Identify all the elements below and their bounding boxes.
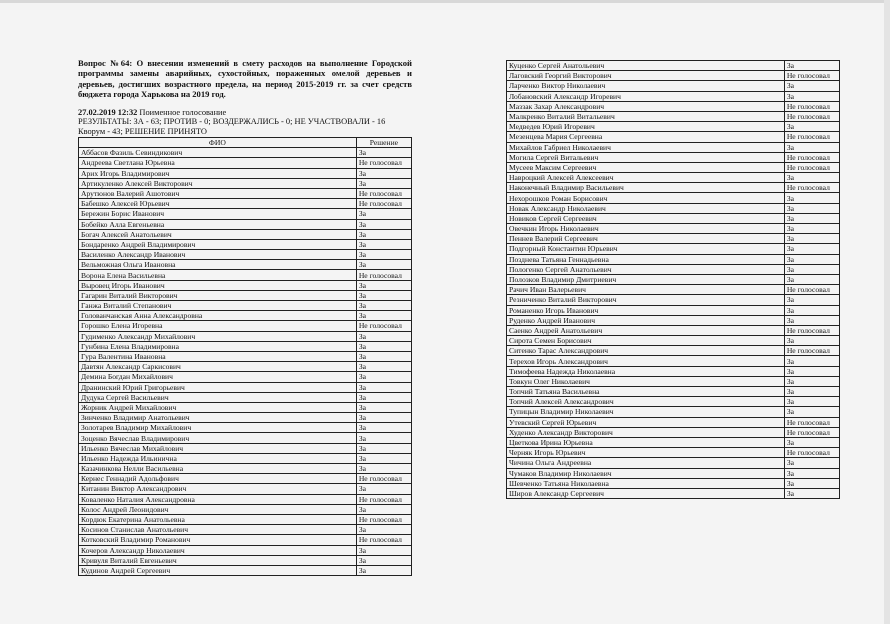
deputy-name: Андреева Светлана Юрьевна bbox=[79, 158, 357, 168]
table-row bbox=[507, 244, 840, 254]
table-row bbox=[79, 413, 412, 423]
table-row bbox=[79, 555, 412, 565]
deputy-name: Чичина Ольга Андреевна bbox=[507, 458, 785, 468]
table-row bbox=[507, 295, 840, 305]
vote-decision: За bbox=[356, 209, 411, 219]
deputy-name: Кернес Геннадий Адольфович bbox=[79, 474, 357, 484]
table-row bbox=[507, 132, 840, 142]
vote-decision: За bbox=[356, 239, 411, 249]
table-row bbox=[507, 213, 840, 223]
table-row bbox=[79, 301, 412, 311]
vote-decision: За bbox=[784, 376, 839, 386]
deputy-name: Казачинкова Нелли Васильевна bbox=[79, 464, 357, 474]
vote-decision: За bbox=[356, 250, 411, 260]
table-row bbox=[507, 193, 840, 203]
vote-decision: Не голосовал bbox=[784, 101, 839, 111]
table-row bbox=[507, 336, 840, 346]
table-row bbox=[507, 71, 840, 81]
table-row bbox=[507, 101, 840, 111]
vote-decision: За bbox=[784, 142, 839, 152]
table-row bbox=[507, 234, 840, 244]
table-row bbox=[79, 545, 412, 555]
vote-decision: За bbox=[784, 213, 839, 223]
table-row bbox=[79, 525, 412, 535]
deputy-name: Цветкова Ирина Юрьевна bbox=[507, 437, 785, 447]
table-row bbox=[79, 199, 412, 209]
vote-decision: Не голосовал bbox=[784, 132, 839, 142]
table-row bbox=[507, 91, 840, 101]
deputy-name: Золотарев Владимир Михайлович bbox=[79, 423, 357, 433]
vote-decision: За bbox=[356, 545, 411, 555]
vote-decision: За bbox=[356, 311, 411, 321]
deputy-name: Гура Валентина Ивановна bbox=[79, 351, 357, 361]
vote-decision: За bbox=[784, 488, 839, 498]
vote-decision: Не голосовал bbox=[356, 535, 411, 545]
table-row bbox=[507, 366, 840, 376]
table-row bbox=[79, 260, 412, 270]
deputy-name: Ганжа Виталий Степанович bbox=[79, 301, 357, 311]
table-row bbox=[507, 356, 840, 366]
deputy-name: Чумаков Владимир Николаевич bbox=[507, 468, 785, 478]
vote-decision: За bbox=[356, 148, 411, 158]
table-row bbox=[79, 474, 412, 484]
vote-decision: За bbox=[356, 351, 411, 361]
vote-decision: За bbox=[784, 468, 839, 478]
table-row bbox=[79, 168, 412, 178]
vote-decision: За bbox=[784, 356, 839, 366]
deputy-name: Кордюк Екатерина Анатольевна bbox=[79, 514, 357, 524]
vote-decision: Не голосовал bbox=[784, 417, 839, 427]
deputy-name: Бобейко Алла Евгеньевна bbox=[79, 219, 357, 229]
deputy-name: Вельможная Ольга Ивановна bbox=[79, 260, 357, 270]
deputy-name: Мусеев Максим Сергеевич bbox=[507, 162, 785, 172]
vote-type: Поименное голосование bbox=[139, 108, 227, 117]
deputy-name: Мезенцева Мария Сергеевна bbox=[507, 132, 785, 142]
table-row bbox=[507, 407, 840, 417]
vote-decision: Не голосовал bbox=[356, 321, 411, 331]
deputy-name: Китанин Виктор Александрович bbox=[79, 484, 357, 494]
deputy-name: Гудименко Александр Михайлович bbox=[79, 331, 357, 341]
deputy-name: Сирота Семен Борисович bbox=[507, 336, 785, 346]
table-row bbox=[79, 148, 412, 158]
table-row bbox=[79, 565, 412, 575]
table-row bbox=[79, 535, 412, 545]
table-row bbox=[79, 311, 412, 321]
vote-decision: За bbox=[784, 81, 839, 91]
vote-decision: За bbox=[356, 433, 411, 443]
vote-decision: За bbox=[356, 229, 411, 239]
deputy-name: Бабешко Алексей Юрьевич bbox=[79, 199, 357, 209]
vote-decision: За bbox=[356, 565, 411, 575]
vote-decision: За bbox=[356, 290, 411, 300]
table-row bbox=[79, 382, 412, 392]
deputy-name: Руденко Андрей Иванович bbox=[507, 315, 785, 325]
vote-decision: За bbox=[784, 224, 839, 234]
vote-decision: За bbox=[356, 443, 411, 453]
table-row bbox=[507, 427, 840, 437]
deputy-name: Гунбина Елена Владимировна bbox=[79, 341, 357, 351]
table-row bbox=[507, 285, 840, 295]
vote-decision: За bbox=[784, 91, 839, 101]
vote-decision: За bbox=[356, 168, 411, 178]
deputy-name: Лобановский Александр Игоревич bbox=[507, 91, 785, 101]
deputy-name: Выровец Игорь Иванович bbox=[79, 280, 357, 290]
table-row bbox=[507, 315, 840, 325]
vote-decision: За bbox=[356, 280, 411, 290]
vote-decision: Не голосовал bbox=[784, 285, 839, 295]
deputy-name: Пологенко Сергей Анатольевич bbox=[507, 264, 785, 274]
deputy-name: Давтян Александр Саркисович bbox=[79, 362, 357, 372]
vote-decision: Не голосовал bbox=[784, 346, 839, 356]
table-row bbox=[79, 494, 412, 504]
table-row bbox=[507, 122, 840, 132]
table-row bbox=[507, 173, 840, 183]
table-row bbox=[507, 152, 840, 162]
vote-decision: Не голосовал bbox=[356, 188, 411, 198]
vote-decision: За bbox=[356, 362, 411, 372]
vote-decision: За bbox=[356, 219, 411, 229]
deputy-name: Медведев Юрий Игоревич bbox=[507, 122, 785, 132]
vote-decision: Не голосовал bbox=[784, 183, 839, 193]
table-row bbox=[79, 392, 412, 402]
vote-quorum: Кворум - 43; РЕШЕНИЕ ПРИНЯТО bbox=[78, 126, 207, 136]
deputy-name: Овечкин Игорь Николаевич bbox=[507, 224, 785, 234]
table-row bbox=[507, 478, 840, 488]
table-row bbox=[507, 488, 840, 498]
deputy-name: Ильенко Надежда Ильинична bbox=[79, 453, 357, 463]
table-row bbox=[79, 158, 412, 168]
vote-decision: Не голосовал bbox=[356, 158, 411, 168]
deputy-name: Василенко Александр Иванович bbox=[79, 250, 357, 260]
vote-decision: За bbox=[356, 413, 411, 423]
deputy-name: Голованчанская Анна Александровна bbox=[79, 311, 357, 321]
deputy-name: Могила Сергей Витальевич bbox=[507, 152, 785, 162]
table-row bbox=[507, 61, 840, 71]
table-row bbox=[507, 81, 840, 91]
table-row bbox=[507, 264, 840, 274]
table-row bbox=[507, 111, 840, 121]
vote-table-left bbox=[78, 137, 412, 576]
deputy-name: Кудинов Андрей Сергеевич bbox=[79, 565, 357, 575]
vote-decision: Не голосовал bbox=[356, 199, 411, 209]
table-row bbox=[507, 142, 840, 152]
table-row bbox=[79, 290, 412, 300]
table-row bbox=[79, 178, 412, 188]
table-row bbox=[79, 209, 412, 219]
vote-decision: За bbox=[356, 372, 411, 382]
table-row bbox=[79, 270, 412, 280]
vote-decision: За bbox=[784, 478, 839, 488]
deputy-name: Резниченко Виталий Викторович bbox=[507, 295, 785, 305]
table-row bbox=[79, 188, 412, 198]
deputy-name: Тимофеева Надежда Николаевна bbox=[507, 366, 785, 376]
vote-decision: Не голосовал bbox=[784, 448, 839, 458]
deputy-name: Михайлов Габриел Николаевич bbox=[507, 142, 785, 152]
deputy-name: Артикуленко Алексей Викторович bbox=[79, 178, 357, 188]
column-header-name: ФИО bbox=[79, 138, 357, 148]
table-row bbox=[79, 372, 412, 382]
deputy-name: Кривуля Виталий Евгеньевич bbox=[79, 555, 357, 565]
table-row bbox=[507, 458, 840, 468]
deputy-name: Лаговский Георгий Викторович bbox=[507, 71, 785, 81]
deputy-name: Кочеров Александр Николаевич bbox=[79, 545, 357, 555]
vote-decision: За bbox=[784, 387, 839, 397]
vote-decision: За bbox=[784, 295, 839, 305]
table-row bbox=[79, 331, 412, 341]
table-row bbox=[507, 437, 840, 447]
table-row bbox=[507, 417, 840, 427]
vote-decision: Не голосовал bbox=[784, 162, 839, 172]
vote-decision: За bbox=[784, 254, 839, 264]
table-row bbox=[79, 423, 412, 433]
table-row bbox=[79, 341, 412, 351]
vote-decision: За bbox=[784, 122, 839, 132]
deputy-name: Черняк Игорь Юрьевич bbox=[507, 448, 785, 458]
scan-border-right bbox=[884, 0, 890, 624]
vote-decision: Не голосовал bbox=[784, 71, 839, 81]
deputy-name: Топчий Татьяна Васильевна bbox=[507, 387, 785, 397]
vote-decision: За bbox=[784, 305, 839, 315]
vote-decision: За bbox=[356, 402, 411, 412]
vote-decision: За bbox=[356, 555, 411, 565]
table-row bbox=[79, 433, 412, 443]
table-row bbox=[507, 203, 840, 213]
deputy-name: Шиpов Александр Сергеевич bbox=[507, 488, 785, 498]
vote-decision: За bbox=[356, 301, 411, 311]
deputy-name: Пеннев Валерий Сергеевич bbox=[507, 234, 785, 244]
vote-decision: За bbox=[356, 453, 411, 463]
vote-decision: За bbox=[356, 464, 411, 474]
table-row bbox=[79, 321, 412, 331]
vote-decision: Не голосовал bbox=[784, 325, 839, 335]
deputy-name: Худенко Александр Викторович bbox=[507, 427, 785, 437]
deputy-name: Жорник Андрей Михайлович bbox=[79, 402, 357, 412]
deputy-name: Ворона Елена Васильевна bbox=[79, 270, 357, 280]
table-row bbox=[79, 504, 412, 514]
deputy-name: Утевский Сергей Юрьевич bbox=[507, 417, 785, 427]
table-row bbox=[79, 453, 412, 463]
table-row bbox=[79, 250, 412, 260]
vote-decision: За bbox=[784, 203, 839, 213]
deputy-name: Новиков Сергей Сергеевич bbox=[507, 213, 785, 223]
vote-datetime-line bbox=[78, 108, 412, 117]
deputy-name: Малкренко Виталий Витальевич bbox=[507, 111, 785, 121]
table-row bbox=[507, 274, 840, 284]
vote-decision: За bbox=[356, 423, 411, 433]
vote-decision: За bbox=[784, 274, 839, 284]
vote-decision: За bbox=[356, 484, 411, 494]
deputy-name: Ларченко Виктор Николаевич bbox=[507, 81, 785, 91]
table-row bbox=[79, 443, 412, 453]
vote-decision: За bbox=[356, 331, 411, 341]
vote-decision: За bbox=[784, 366, 839, 376]
vote-date: 27.02.2019 12:32 bbox=[78, 108, 138, 117]
vote-decision: За bbox=[356, 392, 411, 402]
vote-decision: Не голосовал bbox=[356, 514, 411, 524]
vote-decision: За bbox=[784, 61, 839, 71]
vote-decision: Не голосовал bbox=[784, 152, 839, 162]
deputy-name: Полозков Владимир Дмитриевич bbox=[507, 274, 785, 284]
deputy-name: Тупицын Владимир Николаевич bbox=[507, 407, 785, 417]
deputy-name: Романенко Игорь Иванович bbox=[507, 305, 785, 315]
vote-decision: За bbox=[356, 382, 411, 392]
vote-decision: За bbox=[784, 193, 839, 203]
vote-decision: Не голосовал bbox=[784, 427, 839, 437]
deputy-name: Маззак Захар Александрович bbox=[507, 101, 785, 111]
table-row bbox=[507, 448, 840, 458]
vote-decision: Не голосовал bbox=[356, 494, 411, 504]
deputy-name: Рачич Иван Валерьевич bbox=[507, 285, 785, 295]
vote-decision: За bbox=[784, 244, 839, 254]
table-row bbox=[507, 397, 840, 407]
deputy-name: Бондаренко Андрей Владимирович bbox=[79, 239, 357, 249]
table-row bbox=[79, 239, 412, 249]
vote-decision: За bbox=[356, 504, 411, 514]
deputy-name: Гагарин Виталий Викторович bbox=[79, 290, 357, 300]
vote-table-right bbox=[506, 60, 840, 499]
vote-decision: За bbox=[356, 525, 411, 535]
vote-decision: За bbox=[784, 397, 839, 407]
vote-decision: За bbox=[784, 336, 839, 346]
table-row bbox=[507, 162, 840, 172]
deputy-name: Бережин Борис Иванович bbox=[79, 209, 357, 219]
deputy-name: Нехорошков Роман Борисович bbox=[507, 193, 785, 203]
vote-decision: За bbox=[784, 234, 839, 244]
deputy-name: Колос Андрей Леонидович bbox=[79, 504, 357, 514]
deputy-name: Саенко Андрей Анатольевич bbox=[507, 325, 785, 335]
deputy-name: Дранинский Юрий Григорьевич bbox=[79, 382, 357, 392]
deputy-name: Коваленко Наталия Александровна bbox=[79, 494, 357, 504]
deputy-name: Топчий Алексей Александрович bbox=[507, 397, 785, 407]
deputy-name: Демина Богдан Михайлович bbox=[79, 372, 357, 382]
deputy-name: Ситенко Тарас Александрович bbox=[507, 346, 785, 356]
table-row bbox=[507, 305, 840, 315]
vote-results: РЕЗУЛЬТАТЫ: ЗА - 63; ПРОТИВ - 0; ВОЗДЕРЖАЛИСЬ - 0; НЕ УЧАСТВОВАЛИ - 16 bbox=[78, 117, 386, 127]
vote-summary bbox=[78, 108, 412, 136]
deputy-name: Новак Александр Николаевич bbox=[507, 203, 785, 213]
deputy-name: Терехов Игорь Александрович bbox=[507, 356, 785, 366]
table-row bbox=[507, 387, 840, 397]
table-row bbox=[79, 280, 412, 290]
table-row bbox=[507, 183, 840, 193]
table-row bbox=[507, 346, 840, 356]
deputy-name: Позднева Татьяна Геннадьевна bbox=[507, 254, 785, 264]
deputy-name: Подгорный Константин Юрьевич bbox=[507, 244, 785, 254]
table-row bbox=[79, 464, 412, 474]
table-row bbox=[79, 362, 412, 372]
deputy-name: Зинченко Владимир Анатольевич bbox=[79, 413, 357, 423]
deputy-name: Шевченко Татьяна Николаевна bbox=[507, 478, 785, 488]
deputy-name: Дудука Сергей Васильевич bbox=[79, 392, 357, 402]
deputy-name: Богач Алексей Анатольевич bbox=[79, 229, 357, 239]
deputy-name: Зоценко Вячеслав Владимирович bbox=[79, 433, 357, 443]
vote-decision: За bbox=[784, 407, 839, 417]
table-row bbox=[79, 351, 412, 361]
table-row bbox=[507, 468, 840, 478]
deputy-name: Котковский Владимир Романович bbox=[79, 535, 357, 545]
vote-decision: За bbox=[784, 315, 839, 325]
table-header-row bbox=[79, 138, 412, 148]
vote-decision: За bbox=[356, 178, 411, 188]
vote-decision: За bbox=[784, 264, 839, 274]
column-header-decision: Решение bbox=[356, 138, 411, 148]
table-row bbox=[507, 376, 840, 386]
table-row bbox=[507, 224, 840, 234]
deputy-name: Арих Игорь Владимирович bbox=[79, 168, 357, 178]
vote-decision: За bbox=[784, 437, 839, 447]
deputy-name: Косинов Станислав Анатольевич bbox=[79, 525, 357, 535]
table-row bbox=[79, 484, 412, 494]
deputy-name: Наконечный Владимир Васильевич bbox=[507, 183, 785, 193]
vote-decision: За bbox=[356, 260, 411, 270]
deputy-name: Горошко Елена Игоревна bbox=[79, 321, 357, 331]
deputy-name: Куценко Сергей Анатольевич bbox=[507, 61, 785, 71]
table-row bbox=[79, 402, 412, 412]
deputy-name: Товкун Олег Николаевич bbox=[507, 376, 785, 386]
table-row bbox=[79, 514, 412, 524]
question-heading: Вопрос №64: О внесении изменений в смету расходов на выполнение Городской программы замены аварийных, сухостойных, пораженных омелой деревьев и деревьев, достигших возрастного предела, на период 2015-2019 гг. за счет средств бюджета города Харькова на 2019 год. bbox=[78, 58, 412, 100]
vote-decision: Не голосовал bbox=[356, 270, 411, 280]
deputy-name: Навроцкий Алексей Алексеевич bbox=[507, 173, 785, 183]
deputy-name: Ильенко Вячеслав Михайлович bbox=[79, 443, 357, 453]
vote-decision: За bbox=[784, 173, 839, 183]
vote-decision: Не голосовал bbox=[356, 474, 411, 484]
deputy-name: Арутюнов Валерий Ашотович bbox=[79, 188, 357, 198]
table-row bbox=[79, 219, 412, 229]
table-row bbox=[507, 325, 840, 335]
table-row bbox=[507, 254, 840, 264]
vote-decision: За bbox=[784, 458, 839, 468]
table-row bbox=[79, 229, 412, 239]
scan-border-top bbox=[0, 0, 890, 3]
deputy-name: Аббасов Фазиль Севиндикович bbox=[79, 148, 357, 158]
vote-decision: За bbox=[356, 341, 411, 351]
vote-decision: Не голосовал bbox=[784, 111, 839, 121]
